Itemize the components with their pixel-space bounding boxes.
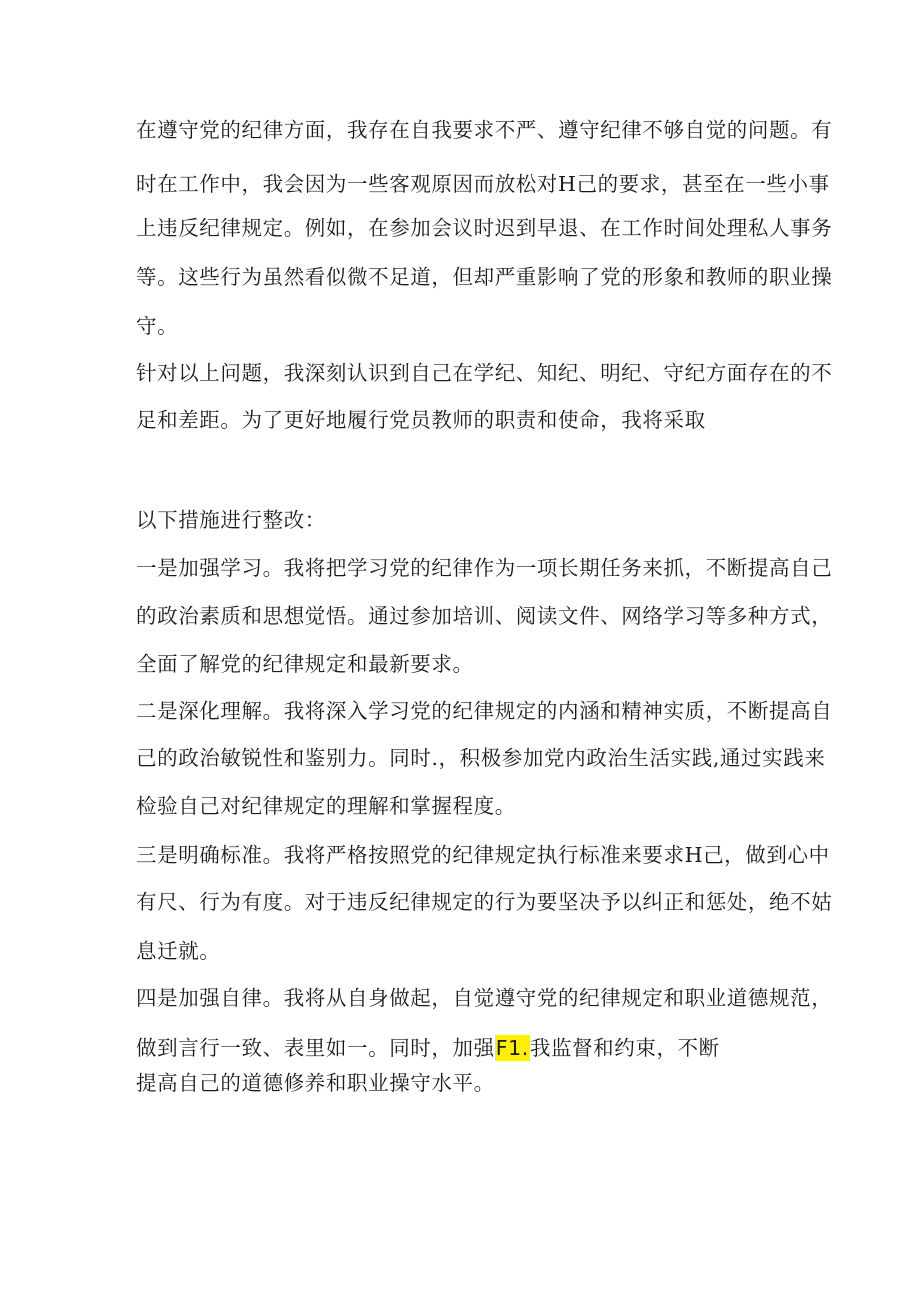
- paragraph-6-line-1: 三是明确标准。我将严格按照党的纪律规定执行标准来要求H己，做到心中: [136, 843, 830, 867]
- paragraph-1-line-5: 守。: [136, 314, 179, 338]
- paragraph-8-text-before: 做到言行一致、表里如一。同时，加强: [136, 1036, 495, 1060]
- paragraph-8-line-1: [136, 1035, 720, 1061]
- paragraph-1-line-4: 等。这些行为虽然看似微不足道，但却严重影响了党的形象和教师的职业操: [136, 265, 833, 289]
- paragraph-1-line-3: 上违反纪律规定。例如，在参加会议时迟到早退、在工作时间处理私人事务: [136, 216, 833, 240]
- paragraph-4-line-1: 一是加强学习。我将把学习党的纪律作为一项长期任务来抓，不断提高自己: [136, 556, 833, 580]
- paragraph-2-line-1: 针对以上问题，我深刻认识到自己在学纪、知纪、明纪、守纪方面存在的不: [136, 361, 833, 385]
- paragraph-8-text-after: 我监督和约束，不断: [529, 1036, 720, 1060]
- paragraph-6-line-3: 息迁就。: [136, 939, 221, 963]
- paragraph-1-line-1: 在遵守党的纪律方面，我存在自我要求不严、遵守纪律不够自觉的问题。有: [136, 118, 833, 142]
- paragraph-8-line-2: 提高自己的道德修养和职业操守水平。: [136, 1071, 495, 1095]
- paragraph-5-line-1: 二是深化理解。我将深入学习党的纪律规定的内涵和精神实质，不断提高自: [136, 699, 833, 723]
- paragraph-4-line-2: 的政治素质和思想觉悟。通过参加培训、阅读文件、网络学习等多种方式，: [136, 604, 833, 628]
- paragraph-3-line-1: 以下措施进行整改：: [136, 508, 326, 532]
- paragraph-1-line-2: 时在工作中，我会因为一些客观原因而放松对H己的要求，甚至在一些小事: [136, 172, 830, 196]
- paragraph-5-line-3: 检验自己对纪律规定的理解和掌握程度。: [136, 794, 516, 818]
- paragraph-7-line-1: 四是加强自律。我将从自身做起，自觉遵守党的纪律规定和职业道德规范，: [136, 986, 833, 1010]
- paragraph-2-line-2: 足和差距。为了更好地履行党员教师的职责和使命，我将采取: [136, 408, 706, 432]
- paragraph-5-line-2: 己的政治敏锐性和鉴别力。同时.，积极参加党内政治生活实践,通过实践来: [136, 746, 826, 770]
- paragraph-6-line-2: 有尺、行为有度。对于违反纪律规定的行为要坚决予以纠正和惩处，绝不姑: [136, 890, 833, 914]
- paragraph-4-line-3: 全面了解党的纪律规定和最新要求。: [136, 652, 474, 676]
- highlighted-text: F1.: [495, 1036, 529, 1060]
